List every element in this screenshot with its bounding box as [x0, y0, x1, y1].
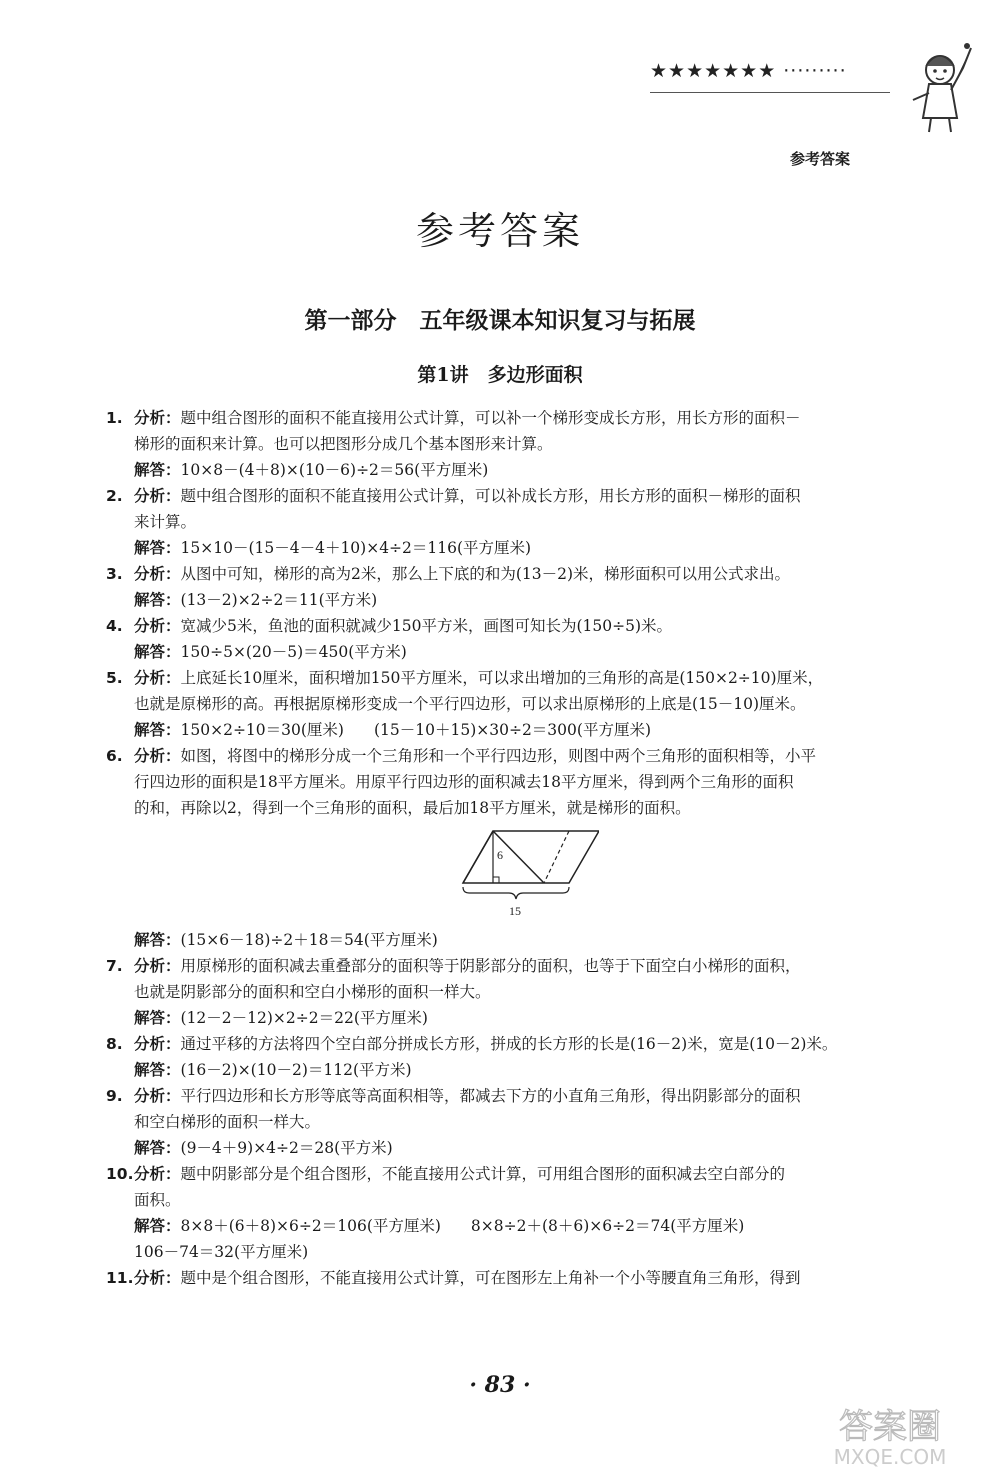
analysis-label: 分析： [134, 1087, 181, 1105]
watermark-text: 答案圈 [839, 1407, 941, 1447]
analysis-text: 从图中可知，梯形的高为2米，那么上下底的和为(13－2)米，梯形面积可以用公式求出。 [180, 565, 791, 583]
answer-text: (15－10＋15)×30÷2＝300(平方厘米) [373, 721, 651, 739]
answer-label: 解答： [134, 643, 181, 661]
analysis-label: 分析： [134, 669, 181, 687]
page-number: · 83 · [469, 1372, 531, 1398]
answer-text: 106－74＝32(平方厘米) [134, 1243, 309, 1261]
mascot-girl-icon [905, 38, 975, 138]
answer-label: 解答： [134, 1061, 181, 1079]
analysis-text: 用原梯形的面积减去重叠部分的面积等于阴影部分的面积，也等于下面空白小梯形的面积， [180, 957, 801, 975]
analysis-label: 分析： [134, 747, 181, 765]
item-number: 4. [106, 617, 123, 635]
answer-label: 解答： [134, 591, 181, 609]
analysis-text: 平行四边形和长方形等底等高面积相等，都减去下方的小直角三角形，得出阴影部分的面积 [180, 1087, 801, 1105]
analysis-text: 梯形的面积来计算。也可以把图形分成几个基本图形来计算。 [134, 435, 553, 453]
answer-item-11 [106, 1265, 896, 1291]
parallelogram-figure [134, 827, 924, 923]
analysis-text: 和空白梯形的面积一样大。 [134, 1113, 321, 1131]
analysis-text: 题中阴影部分是个组合图形，不能直接用公式计算，可用组合图形的面积减去空白部分的 [180, 1165, 786, 1183]
answer-label: 解答： [134, 539, 181, 557]
answer-text: (16－2)×(10－2)＝112(平方米) [180, 1061, 412, 1079]
analysis-text: 也就是阴影部分的面积和空白小梯形的面积一样大。 [134, 983, 491, 1001]
analysis-text: 也就是原梯形的高。再根据原梯形变成一个平行四边形，可以求出原梯形的上底是(15－10)厘米。 [134, 695, 806, 713]
analysis-text: 通过平移的方法将四个空白部分拼成长方形，拼成的长方形的长是(16－2)米，宽是(10－2)米。 [180, 1035, 838, 1053]
item-number: 7. [106, 957, 123, 975]
answer-item-1 [106, 405, 896, 483]
analysis-label: 分析： [134, 487, 181, 505]
analysis-label: 分析： [134, 565, 181, 583]
base-label: 15 [509, 904, 521, 918]
answer-item-6 [106, 743, 896, 953]
answer-text: (15×6－18)÷2＋18＝54(平方厘米) [180, 931, 438, 949]
answer-list [106, 405, 896, 1291]
answer-item-10 [106, 1161, 896, 1265]
analysis-text: 面积。 [134, 1191, 181, 1209]
watermark-logo [790, 1400, 990, 1470]
part-title: 第一部分 五年级课本知识复习与拓展 [304, 307, 696, 334]
answer-text: 10×8－(4＋8)×(10－6)÷2＝56(平方厘米) [180, 461, 489, 479]
analysis-text: 题中是个组合图形，不能直接用公式计算，可在图形左上角补一个小等腰直角三角形，得到 [180, 1269, 801, 1287]
answer-label: 解答： [134, 1217, 181, 1235]
analysis-text: 行四边形的面积是18平方厘米。用原平行四边形的面积减去18平方厘米，得到两个三角形的面积 [134, 773, 794, 791]
parallelogram-diagram [459, 827, 599, 919]
page-header [650, 58, 980, 168]
item-number: 9. [106, 1087, 123, 1105]
answer-label: 解答： [134, 461, 181, 479]
analysis-text: 题中组合图形的面积不能直接用公式计算，可以补一个梯形变成长方形，用长方形的面积－ [180, 409, 801, 427]
item-number: 3. [106, 565, 123, 583]
height-label: 6 [497, 848, 503, 862]
right-angle-mark [493, 877, 499, 883]
analysis-label: 分析： [134, 617, 181, 635]
answer-text: 8×8÷2＋(8＋6)×6÷2＝74(平方厘米) [470, 1217, 745, 1235]
answer-label: 解答： [134, 1139, 181, 1157]
answer-item-8 [106, 1031, 896, 1083]
triangle-edge-left [463, 831, 493, 883]
page-title: 参考答案 [415, 209, 584, 253]
analysis-label: 分析： [134, 957, 181, 975]
answer-item-7 [106, 953, 896, 1031]
item-number: 10. [106, 1165, 134, 1183]
item-number: 11. [106, 1269, 134, 1287]
answer-text: (9－4＋9)×4÷2＝28(平方米) [180, 1139, 393, 1157]
lecture-title: 第1讲 多边形面积 [417, 364, 583, 386]
analysis-label: 分析： [134, 1165, 181, 1183]
answer-text: 15×10－(15－4－4＋10)×4÷2＝116(平方厘米) [180, 539, 532, 557]
answer-item-2 [106, 483, 896, 561]
header-stars: ★★★★★★★ ········· [650, 60, 847, 82]
item-number: 2. [106, 487, 123, 505]
parallelogram-shape [463, 831, 599, 883]
analysis-label: 分析： [134, 409, 181, 427]
analysis-text: 宽减少5米，鱼池的面积就减少150平方米，画图可知长为(150÷5)米。 [180, 617, 672, 635]
watermark-domain: MXQE.COM [833, 1445, 947, 1469]
item-number: 8. [106, 1035, 123, 1053]
answer-text: (12－2－12)×2÷2＝22(平方厘米) [180, 1009, 428, 1027]
answer-item-4 [106, 613, 896, 665]
item-number: 6. [106, 747, 123, 765]
answer-label: 解答： [134, 1009, 181, 1027]
answer-item-5 [106, 665, 896, 743]
answer-label: 解答： [134, 721, 181, 739]
analysis-text: 的和，再除以2，得到一个三角形的面积，最后加18平方厘米，就是梯形的面积。 [134, 799, 691, 817]
answer-text: 150×2÷10＝30(厘米) [180, 721, 344, 739]
header-label: 参考答案 [790, 150, 851, 168]
answer-item-3 [106, 561, 896, 613]
answer-label: 解答： [134, 931, 181, 949]
item-number: 5. [106, 669, 123, 687]
answer-text: (13－2)×2÷2＝11(平方米) [180, 591, 378, 609]
header-rule [650, 92, 890, 93]
answer-text: 150÷5×(20－5)＝450(平方米) [180, 643, 407, 661]
analysis-label: 分析： [134, 1269, 181, 1287]
answer-item-9 [106, 1083, 896, 1161]
analysis-text: 如图，将图中的梯形分成一个三角形和一个平行四边形，则图中两个三角形的面积相等，小平 [180, 747, 817, 765]
dashed-divider [544, 831, 569, 883]
analysis-text: 题中组合图形的面积不能直接用公式计算，可以补成长方形，用长方形的面积－梯形的面积 [180, 487, 801, 505]
answer-text: 8×8＋(6＋8)×6÷2＝106(平方厘米) [180, 1217, 441, 1235]
base-brace [463, 887, 569, 899]
analysis-label: 分析： [134, 1035, 181, 1053]
analysis-text: 上底延长10厘米，面积增加150平方厘米，可以求出增加的三角形的高是(150×2÷10)厘米， [180, 669, 824, 687]
analysis-text: 来计算。 [134, 513, 197, 531]
item-number: 1. [106, 409, 123, 427]
